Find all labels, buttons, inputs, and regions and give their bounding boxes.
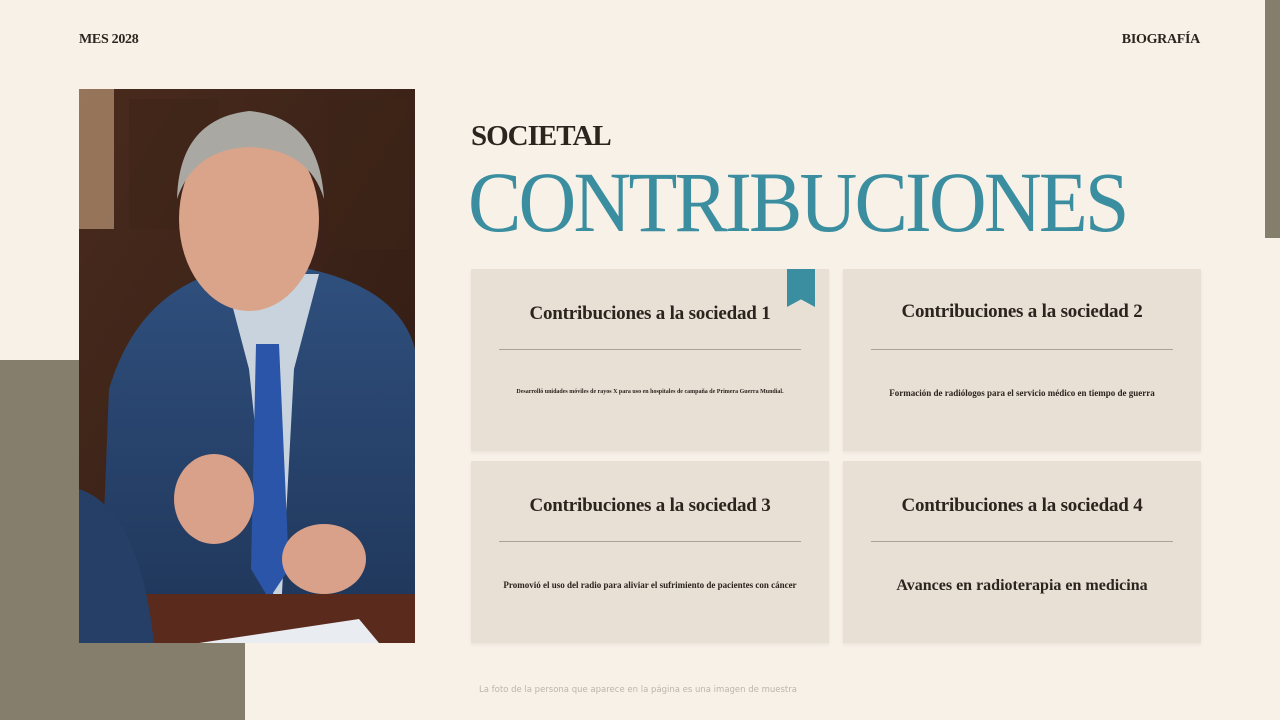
card-title: Contribuciones a la sociedad 4 bbox=[901, 495, 1143, 516]
card-description: Desarrolló unidades móviles de rayos X para uso en hospitales de campaña de Primera Guerra Mundial. bbox=[516, 389, 784, 395]
card-title: Contribuciones a la sociedad 1 bbox=[529, 303, 771, 324]
card-divider bbox=[871, 541, 1173, 542]
header-section-label: BIOGRAFÍA bbox=[1121, 32, 1200, 47]
header-date-label: MES 2028 bbox=[79, 32, 139, 47]
card-description: Promovió el uso del radio para aliviar el sufrimiento de pacientes con cáncer bbox=[503, 580, 797, 590]
decorative-bar-right bbox=[1265, 0, 1280, 238]
card-title: Contribuciones a la sociedad 3 bbox=[529, 495, 771, 516]
card-title: Contribuciones a la sociedad 2 bbox=[901, 301, 1143, 322]
card-divider bbox=[499, 349, 801, 350]
card-description: Avances en radioterapia en medicina bbox=[896, 577, 1148, 594]
page-title: CONTRIBUCIONES bbox=[468, 154, 1127, 250]
contribution-card-4 bbox=[843, 461, 1201, 643]
contribution-card-2 bbox=[843, 269, 1201, 451]
photo-disclaimer: La foto de la persona que aparece en la página es una imagen de muestra bbox=[479, 685, 797, 695]
card-divider bbox=[871, 349, 1173, 350]
card-divider bbox=[499, 541, 801, 542]
card-description: Formación de radiólogos para el servicio médico en tiempo de guerra bbox=[889, 388, 1155, 398]
title-eyebrow: SOCIETAL bbox=[471, 120, 611, 152]
bookmark-ribbon-icon bbox=[787, 269, 815, 307]
person-photo bbox=[79, 89, 415, 643]
contribution-card-3 bbox=[471, 461, 829, 643]
contribution-card-1 bbox=[471, 269, 829, 451]
photo-illustration bbox=[79, 89, 415, 643]
